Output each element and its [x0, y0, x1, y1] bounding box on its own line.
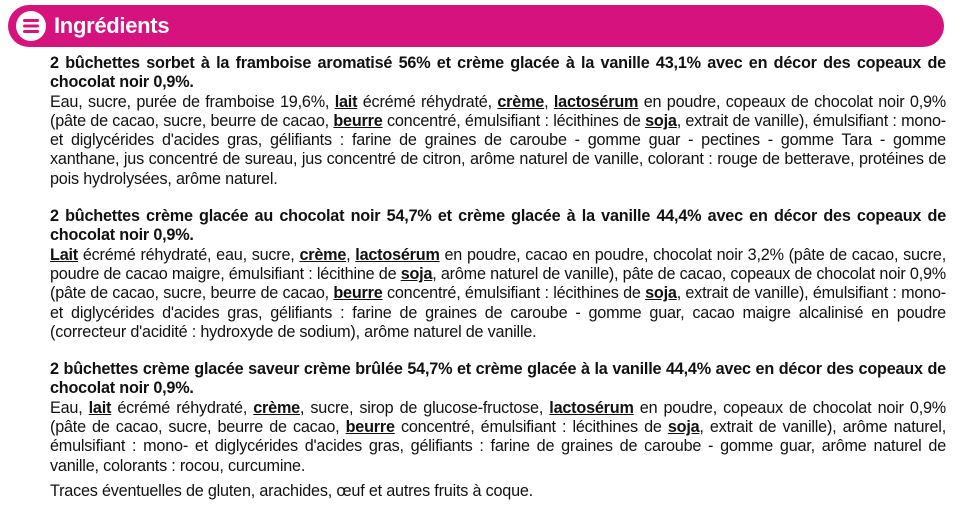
allergen: Lait — [50, 245, 78, 264]
allergen: lait — [334, 92, 358, 111]
section-body — [50, 246, 946, 342]
ingredient-text: , arôme naturel de vanille), pâte de cacao, copeaux de chocolat noir 0,9% (pâte de cacao, sucre, beurre de cacao, — [50, 264, 946, 303]
ingredient-text: , extrait de vanille), arôme naturel, émulsifiant : mono- et diglycérides d'acides gras, gélifiants : farine de graines de caroube - gomme guar, arôme naturel de vanille, colorants : rocou, curcumine. — [50, 418, 946, 475]
ingredients-content — [50, 54, 946, 501]
allergen: lait — [88, 398, 112, 417]
section-title: 2 bûchettes crème glacée saveur crème brûlée 54,7% et crème glacée à la vanille 44,4% avec en décor des copeaux de chocolat noir 0,9%. — [50, 360, 946, 398]
ingredient-text: en poudre, copeaux de chocolat noir 0,9% (pâte de cacao, sucre, beurre de cacao, — [50, 92, 946, 130]
ingredient-text: , — [544, 92, 554, 111]
allergen: soja — [645, 111, 677, 130]
ingredient-text: concentré, émulsifiant : lécithines de — [394, 418, 668, 437]
section-title: 2 bûchettes crème glacée au chocolat noir 54,7% et crème glacée à la vanille 44,4% avec en décor des copeaux de chocolat noir 0,9%. — [50, 207, 946, 245]
allergen: crème — [497, 92, 545, 111]
traces-note: Traces éventuelles de gluten, arachides, œuf et autres fruits à coque. — [50, 481, 533, 500]
allergen: beurre — [333, 284, 383, 303]
allergen: lactosérum — [355, 245, 440, 264]
list-icon — [16, 11, 46, 41]
ingredient-text: en poudre, copeaux de chocolat noir 0,9% (pâte de cacao, sucre, beurre de cacao, — [50, 398, 946, 437]
ingredient-text: concentré, émulsifiant : lécithines de — [382, 284, 646, 303]
ingredients-header — [8, 5, 944, 47]
section-raspberry — [50, 54, 946, 189]
ingredient-text: écrémé réhydraté, — [357, 92, 498, 111]
section-body — [50, 399, 946, 476]
ingredient-text: en poudre, cacao en poudre, chocolat noir 3,2% (pâte de cacao, sucre, poudre de cacao maigre, émulsifiant : lécithine de — [50, 245, 946, 283]
ingredient-text: , sucre, sirop de glucose-fructose, — [299, 398, 550, 417]
allergen: beurre — [333, 111, 383, 130]
allergen: beurre — [345, 418, 395, 437]
ingredient-text: concentré, émulsifiant : lécithines de — [382, 111, 646, 130]
allergen: crème — [253, 398, 300, 417]
allergen: crème — [299, 245, 347, 264]
allergen: soja — [400, 264, 433, 283]
allergen: lactosérum — [553, 92, 639, 111]
allergen: soja — [645, 284, 677, 303]
section-creme-brulee — [50, 360, 946, 476]
allergen: lactosérum — [549, 398, 634, 417]
ingredient-text: Eau, sucre, purée de framboise 19,6%, — [50, 92, 335, 111]
ingredient-text: écrémé réhydraté, — [111, 398, 254, 417]
ingredient-text: , — [346, 245, 356, 264]
ingredient-text: écrémé réhydraté, eau, sucre, — [77, 245, 300, 264]
section-chocolate — [50, 207, 946, 342]
section-body — [50, 93, 946, 189]
header-title: Ingrédients — [54, 13, 170, 38]
ingredient-text: , extrait de vanille), émulsifiant : mono- et diglycérides d'acides gras, gélifiants : farine de graines de caroube - gomme guar, cacao maigre alcalinisé en poudre (correcteur d'acidité : hydroxyde de sodium), arôme naturel de vanille. — [50, 284, 946, 341]
ingredient-text: , extrait de vanille), émulsifiant : mono- et diglycérides d'acides gras, gélifiants : farine de graines de caroube - gomme guar - pectines - gomme Tara - gomme xanthane, jus concentré de sureau, jus concentré de citron, arôme naturel de vanille, colorant : rouge de betterave, protéines de pois hydrolysées, arôme naturel. — [50, 111, 946, 188]
ingredient-text: Eau, — [50, 398, 89, 417]
section-title: 2 bûchettes sorbet à la framboise aromatisé 56% et crème glacée à la vanille 43,1% avec en décor des copeaux de chocolat noir 0,9%. — [50, 54, 946, 92]
allergen: soja — [667, 418, 700, 437]
